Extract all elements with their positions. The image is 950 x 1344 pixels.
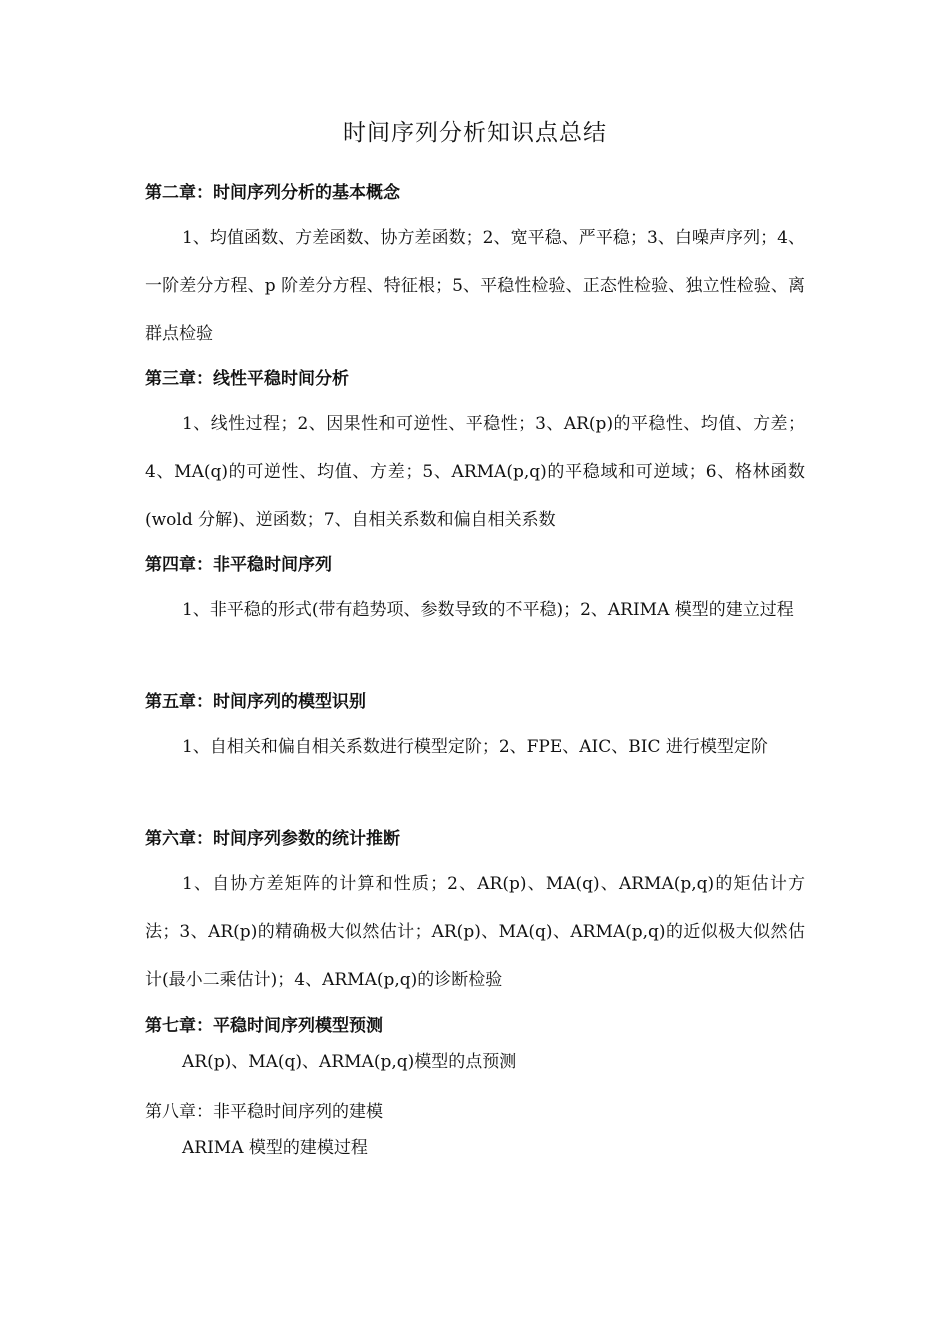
chapter-body: 1、自相关和偏自相关系数进行模型定阶；2、FPE、AIC、BIC 进行模型定阶 [182,737,768,757]
chapter-heading: 第五章：时间序列的模型识别 [145,692,366,712]
chapter-heading: 第六章：时间序列参数的统计推断 [145,829,400,849]
chapter-heading: 第八章：非平稳时间序列的建模 [145,1102,383,1122]
chapter-body: AR(p)、MA(q)、ARMA(p,q)模型的点预测 [182,1052,517,1072]
chapter-body: 1、均值函数、方差函数、协方差函数；2、宽平稳、严平稳；3、白噪声序列；4、一阶差分方程、p 阶差分方程、特征根；5、平稳性检验、正态性检验、独立性检验、离群点检验 [145,228,805,344]
chapter-heading: 第七章：平稳时间序列模型预测 [145,1016,383,1036]
chapter-body: 1、自协方差矩阵的计算和性质；2、AR(p)、MA(q)、ARMA(p,q)的矩估计方法；3、AR(p)的精确极大似然估计；AR(p)、MA(q)、ARMA(p,q)的近似极大似然估计(最小二乘估计)；4、ARMA(p,q)的诊断检验 [145,874,805,990]
chapter-heading: 第四章：非平稳时间序列 [145,555,332,575]
chapter-body: 1、线性过程；2、因果性和可逆性、平稳性；3、AR(p)的平稳性、均值、方差；4、MA(q)的可逆性、均值、方差；5、ARMA(p,q)的平稳域和可逆域；6、格林函数(wold 分解)、逆函数；7、自相关系数和偏自相关系数 [145,414,805,530]
chapter-heading: 第二章：时间序列分析的基本概念 [145,183,400,203]
chapter-heading: 第三章：线性平稳时间分析 [145,369,349,389]
chapter-body: ARIMA 模型的建模过程 [182,1138,368,1158]
document-title: 时间序列分析知识点总结 [343,120,607,146]
chapter-body: 1、非平稳的形式(带有趋势项、参数导致的不平稳)；2、ARIMA 模型的建立过程 [182,600,794,620]
